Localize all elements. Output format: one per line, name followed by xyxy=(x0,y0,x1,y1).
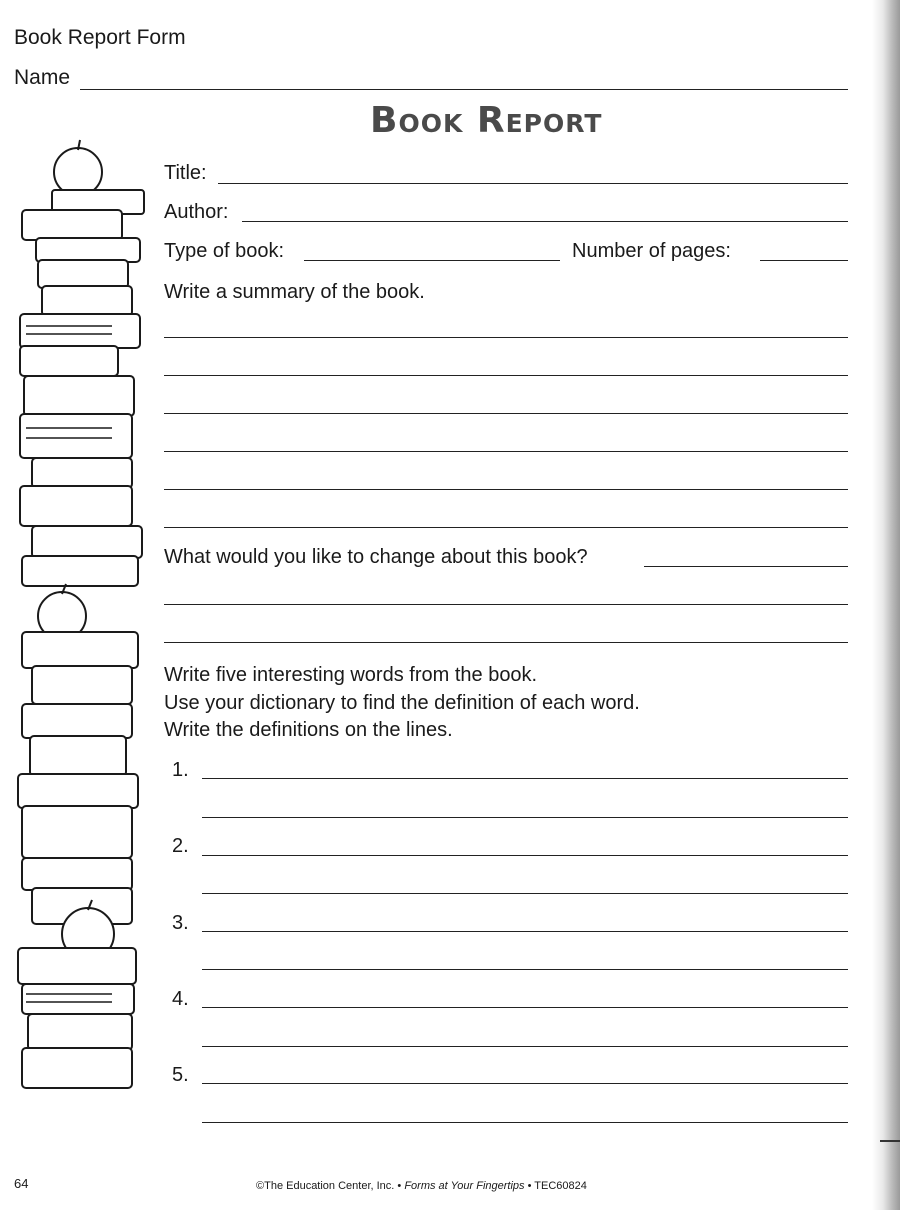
change-line[interactable] xyxy=(164,604,848,605)
words-instruction-2: Use your dictionary to find the definition of each word. xyxy=(164,692,640,714)
word-line-5[interactable] xyxy=(202,1083,848,1084)
type-of-book-field-line[interactable] xyxy=(304,260,560,261)
summary-line[interactable] xyxy=(164,375,848,376)
summary-line[interactable] xyxy=(164,527,848,528)
word-line-3[interactable] xyxy=(202,931,848,932)
definition-line-1[interactable] xyxy=(202,817,848,818)
author-field-line[interactable] xyxy=(242,221,848,222)
footer-credit xyxy=(256,1180,587,1192)
page-title: Book Report xyxy=(370,100,603,141)
definition-line-3[interactable] xyxy=(202,969,848,970)
word-number-3: 3. xyxy=(172,912,189,934)
words-instruction-3: Write the definitions on the lines. xyxy=(164,719,453,741)
word-line-1[interactable] xyxy=(202,778,848,779)
type-of-book-label: Type of book: xyxy=(164,240,285,262)
scan-shadow xyxy=(872,0,900,1210)
name-field-line[interactable] xyxy=(80,89,848,90)
definition-line-2[interactable] xyxy=(202,893,848,894)
summary-line[interactable] xyxy=(164,489,848,490)
word-number-4: 4. xyxy=(172,988,189,1010)
scan-mark xyxy=(880,1140,900,1142)
word-number-1: 1. xyxy=(172,759,189,781)
title-field-line[interactable] xyxy=(218,183,848,184)
form-header: Book Report Form xyxy=(14,26,186,49)
definition-line-4[interactable] xyxy=(202,1046,848,1047)
words-instruction-1: Write five interesting words from the book. xyxy=(164,664,538,686)
summary-line[interactable] xyxy=(164,413,848,414)
definition-line-5[interactable] xyxy=(202,1122,848,1123)
footer-credit-title: Forms at Your Fingertips xyxy=(404,1180,525,1192)
summary-line[interactable] xyxy=(164,337,848,338)
title-label: Title: xyxy=(164,162,207,184)
book-stack-with-apples-icon xyxy=(12,138,152,1098)
word-number-5: 5. xyxy=(172,1064,189,1086)
page-number: 64 xyxy=(14,1176,29,1191)
footer-credit-prefix: ©The Education Center, Inc. • xyxy=(256,1180,405,1192)
change-line[interactable] xyxy=(644,566,848,567)
author-label: Author: xyxy=(164,201,229,223)
number-of-pages-field-line[interactable] xyxy=(760,260,848,261)
change-line[interactable] xyxy=(164,642,848,643)
word-line-2[interactable] xyxy=(202,855,848,856)
footer-credit-suffix: • TEC60824 xyxy=(524,1180,587,1192)
summary-line[interactable] xyxy=(164,451,848,452)
name-label: Name xyxy=(14,66,71,89)
number-of-pages-label: Number of pages: xyxy=(572,240,731,262)
word-number-2: 2. xyxy=(172,835,189,857)
summary-prompt: Write a summary of the book. xyxy=(164,281,425,303)
word-line-4[interactable] xyxy=(202,1007,848,1008)
change-prompt: What would you like to change about this book? xyxy=(164,546,588,568)
